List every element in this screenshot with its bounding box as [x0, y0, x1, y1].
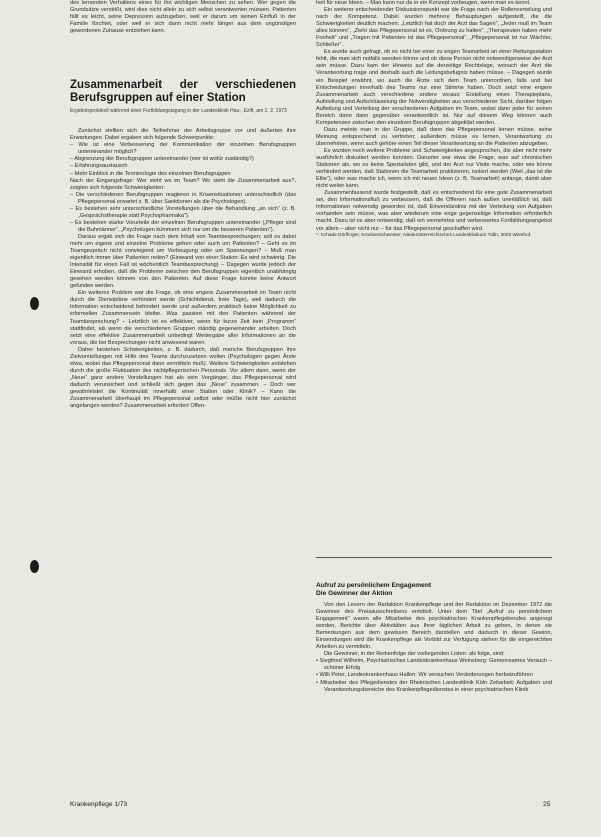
footnote: *: Schade Dörflinger, Krankenschwester, Niederösterreichisches Landesklinikum Tulln, 3003 Wienhof. [316, 232, 532, 238]
second-article-subtitle: Die Gewinner der Aktion [316, 590, 393, 597]
paragraph: Daraus ergab sich die Frage nach dem Inhalt von Teambesprechungen; soll es dabei mehr um eigene und einzelne Probleme gehen oder auch um Patienten? – Geht es im Teamgespräch nicht vorwiegend um Vorbeugung oder um Spannungen? – Muß man eigentlich immer über Patienten reden? (Einwand von einer Station: Es wird schwierig. Die Intensität für einen Fall ist wöchentlich Teambesprechung) – Dagegen wurde jedoch der Einwand erhoben, daß die Probleme zwischen den Berufsgruppen eigentlich unabhängig gesehen werden können von den Patienten. Auf diese Frage konnte keine Antwort gefunden werden. [70, 233, 296, 290]
paragraph: Zusammenfassend wurde festgestellt, daß es entscheidend für eine gute Zusammenarbeit sei, den Informationsfluß zu verbessern, daß die Offenen nach außen unerläßlich ist, daß Informationen notwendig geworden ist, daß Einverständnis mit der Verteilung von Aufgaben vorhanden sein müsse, was aber wiederum eine enge gegenseitige Information erforderlich macht. Dazu ist es aber notwendig, daß ein vermehrtes und verbessertes Fortbildungsangebot vor allem – aber nicht nur – für das Pflegepersonal geschaffen wird. [316, 190, 552, 232]
list-item: • Mitarbeiter des Pflegedienstes der Rheinischen Landesklinik Köln Zeitarbeit: Aufgaben und Verantwortungsbereiche des Krankenpflegedienstes in einer psychiatrischen Klinik [316, 679, 552, 693]
punch-hole-bottom [30, 560, 39, 573]
article-title: Zusammenarbeit der verschiedenen Berufsgruppen auf einer Station [70, 79, 296, 104]
paragraph: Nach der Eingangsfrage: Wer steht wo im Team? Wo sieht die Zusammenarbeit aus?, zeigten sich folgende Schwierigkeiten: [70, 177, 296, 191]
list-item: – Es bestehen starke Vorurteile der einzelnen Berufsgruppen untereinander („Pfleger sind die Buhmänner“, „Psychologen kümmern sich nur um die besseren Patienten“). [70, 219, 296, 233]
journal-footer: Krankenpflege 1/73 [70, 801, 128, 808]
paragraph: Dazu meinte man in der Gruppe, daß dann das Pflegepersonal lernen müsse, seine Meinung entsprechend zu vertreten; außerdem müsse es lernen, Verantwortung zu übernehmen, wenn auch gehöre einen Teil dieser Verantwortung an die Patienten abzugeben. [316, 126, 552, 147]
list-item: – Mehr Einblick in die Terminologie des einzelnen Berufsgruppen [70, 170, 231, 177]
paragraph: Daher bestehen Schwierigkeiten, z. B. dadurch, daß manche Berufsgruppen ihre Zielvorstellungen mit Hilfe des Teams durchzusetzen wollen (Psychologen gegen Ärzte etwa, wobei das Pflegepersonal dann vermitteln muß). Weitere Schwierigkeiten entstehen durch die große Fluktuation des nichtpflegerischen Personals. Vor allem dann, wenn der „Neue“ ganz andere Vorstellungen hat als sein Vorgänger, das Pflegepersonal wird dadurch verunsichert und schließt sich gegen das „Neue“ zusammen. – Doch wer gewährleistet die Kontinuität innerhalb einer Station oder Klinik? – Kann die Zusammenarbeit überhaupt im Pflegepersonal selbst oder müßte nicht hier zunächst angefangen werden? Zusammenarbeit erfordert Offen- [70, 346, 296, 410]
right-column [316, 0, 552, 239]
right-column-second-article [316, 582, 552, 694]
list-item: – Es bestehen sehr unterschiedliche Vorstellungen über die Behandlung „an sich“ (z. B. „Gesprächstherapie statt Psychopharmaka“). [70, 205, 296, 219]
paragraph: heit für neue Ideen. – Man kann nur da in ein Konzept vorbeugen, wenn man es kennt. [316, 0, 531, 6]
list-item: • Siegfried Wilhelm, Psychiatrisches Landeskrankenhaus Weinsberg: Gemeinsames Versuch – schöner Erfolg [316, 658, 552, 672]
second-article-title: Aufruf zu persönlichem Engagement [316, 582, 432, 589]
article-byline: Ergebnisprotokoll während einer Fortbildungstagung in der Landesklinik Hau-, Ezift, am 1. 2. 1973 [70, 108, 287, 115]
paragraph: Es wurde auch gefragt, ob es nicht bei einer zu engen Teamarbeit an einer Rettungsstation fehlt, die man sich notfalls wenden könne und ob diese Person nicht notwendigerweise der Arzt sein müsse. Dazu kam der Hinweis auf die derzeitige Rechtslage, wonach der Arzt die Verantwortung trage und deshalb auch die Leitungsbefugnis haben müsse. – Dagegen wurde ein Beispiel erwähnt, wo auch die Ärzte sich dem Team unterordnen, falls und bei Entscheidungen innerhalb des Teams nur eine Stimme haben. Doch setzt eine engere Zusammenarbeit auch verschiedene andere voraus: Erstellung eines Therapieplans, Aufstellung und Aufschlüsselung der Notwendigkeiten aus verschiedener Sicht, darüber folgen Aufteilung und Verteilung der verschiedenen Aufgaben im Team, wobei dann jeder für seinen Bereich dann dann gegenüber verantwortlich ist. Nur auf diesem Weg können auch Kompetenzen zwischen den einzelnen Berufsgruppen abgeklärt werden. [316, 49, 552, 126]
list-item: – Die verschiedenen Berufsgruppen reagieren in Krisensituationen unterschiedlich (das Pflegepersonal erwartet z. B. über Sanktionen als die Psychologen). [70, 191, 296, 205]
left-column [70, 0, 296, 410]
paragraph: Von den Lesern der Redaktion Krankenpflege und der Redaktion im Dezember 1972 die Gewinner des Preisausschreibens ermittelt. Unter dem Titel „Aufruf zu persönlichem Engagement“ waren alle Mitarbeiter des psychiatrischen Krankenpflegeberufes angeregt worden, Berichte über Aktivitäten aus Ihrer täglichen Arbeit zu geben, in denen sie Bemerkungen aus dem gewissen Bereich darstellen und dadurch in dieser Gewinn, Einsendungen wird die Krankenpflege als Vorbild zur Verfügung stehen für die eingereichten Arbeiten zu vermitteln. [316, 602, 552, 651]
list-item: – Wie ist eine Verbesserung der Kommunikation der einzelnen Berufsgruppen untereinander möglich? [70, 142, 296, 156]
list-item: – Abgrenzung der Berufsgruppen untereinander (wer ist wofür zuständig?) [70, 156, 254, 163]
punch-hole-top [30, 297, 39, 310]
paragraph: Ein weiterer entscheidender Diskussionspunkt war die Frage nach der Rollenverteilung und nach der Kompetenz. Dabei wurden mehrere Behauptungen aufgestellt, die die Schwierigkeiten deutlich machen: „Letztlich hat doch der Arzt das Sagen“, „Jeder muß im Team alles können“, „Zieht das Pflegepersonal ist es, Ordnung zu halten“, „Therapeuten haben mehr Freiheit“ und „Tragen mit Patienten ist das Pflegepersonal“, „Pflegepersonal ist nur Wächter, Schließer“. [316, 7, 552, 49]
list-item: – Erfahrungsaustausch [70, 163, 128, 170]
paragraph: Ein weiteres Problem war die Frage, ob eine engere Zusammenarbeit im Team nicht durch die Dienstpläne verhindert werde (Schichtdienst, freie Tage), weil dadurch die Information entscheidend behindert werde und außerdem praktisch keine Möglichkeit zu informellen Zusammensein bleibe. Was passiert mit den Patienten während der Teambesprechung? – Letztlich ist es effektiver, wenn für kurze Zeit kein „Programm“ stattfindet, als wenn die verschiedenen Gruppen ständig gegeneinander arbeiten. Doch setzt eine effektive Zusammenarbeit unbedingt Weitergabe aller Informationen an die voraus, die bei Besprechungen nicht anwesend waren. [70, 290, 296, 346]
section-divider [316, 557, 552, 558]
intro-paragraph: des lernenden Verhaltens eines für ihn wichtigen Menschen zu sehen. Wer gegen die Grundsätze verstößt, wird dies nicht allein zu sich selbst verantworten müssen. Patienten fällt es leicht, seine Depression aufzugeben, weil er darum um seinen Einfluß in der Familie fürchtet, oder weil er sich dann nicht mehr länger aus dem ungünstigen gewordenen Zuhause entziehen kann. [70, 0, 296, 35]
list-item: • Willi Peter, Landeskrankenhaus Hallen: Wir versuchen Veränderungen herbeizuführen [316, 672, 533, 679]
page-number: 25 [543, 801, 551, 808]
paragraph: Die Gewinner, in der Reihenfolge der vorliegenden Listen: als folge, sind: [324, 651, 505, 658]
paragraph: Zunächst stellten sich die Teilnehmer der Arbeitsgruppe vor und äußerten ihre Erwartungen. Dabei ergaben sich folgende Schwerpunkte: [70, 128, 296, 142]
paragraph: Es wurden noch weitere Probleme und Schwierigkeiten angesprochen, die aber nicht mehr ausführlich diskutiert werden konnten. Darunter war etwa die Frage, was auf chronischen Stationen als, wo es keine Spezialisten gibt, und der Arzt nur Visite mache, oder wie könne verhindert werden, daß Stationen die Teamarbeit praktizieren, isoliert werden (Weil „das ist die Elite“), oder was mache ich, wenn ich mit neuen Ideen (z. B. Teamarbeit) anfange, damit aber nicht weiter kann. [316, 147, 552, 190]
